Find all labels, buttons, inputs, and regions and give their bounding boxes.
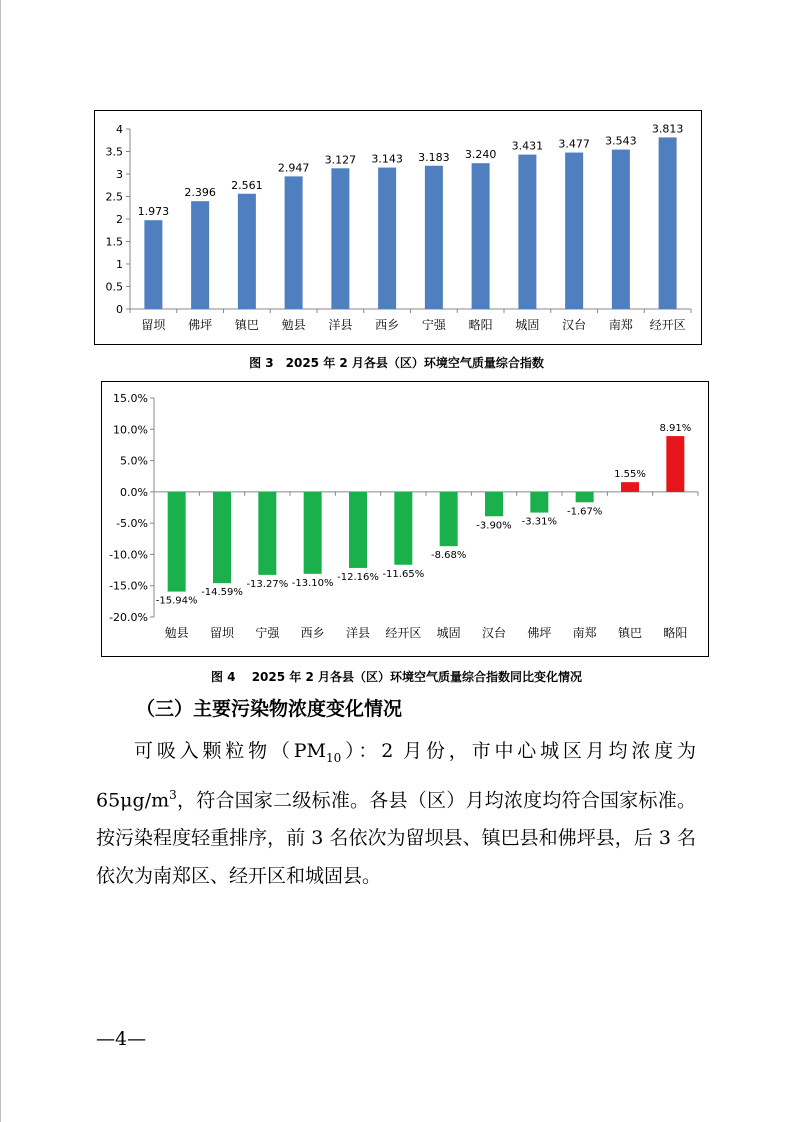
data-label: 3.813 [651,122,684,136]
bar [621,482,639,492]
y-tick-label: 5.0% [120,454,148,468]
bar [440,492,458,546]
bar [238,194,256,309]
page-edge [0,0,1,1122]
section-heading: （三）主要污染物浓度变化情况 [136,698,403,720]
category-label: 经开区 [649,318,686,332]
category-label: 汉台 [481,626,507,640]
y-tick-label: 0.0% [120,485,148,499]
data-label: 3.183 [418,150,450,164]
data-label: 8.91% [659,423,692,435]
figure-4-caption: 图 4 2025 年 2 月各县（区）环境空气质量综合指数同比变化情况 [211,670,582,684]
data-label: -13.10% [291,577,334,589]
bar [530,492,548,513]
category-label: 留坝 [141,318,166,332]
bar [425,166,443,309]
figure-3-caption: 图 3 2025 年 2 月各县（区）环境空气质量综合指数 [249,356,544,370]
yoy-change-chart [101,381,709,657]
paragraph-text-3: ，符合国家二级标准。各县（区）月均浓度均符合国家标准。按污染程度轻重排序，前 3 名依次为留坝县、镇巴县和佛坪县，后 3 名依次为南郑区、经开区和城固县。 [96,789,696,887]
data-label: -14.59% [201,587,243,599]
paragraph-text-2: ）：2 月份，市中心城区月均浓度为 65μg/m [96,740,696,812]
y-tick-label: -10.0% [109,548,148,562]
bar [378,168,396,309]
bar [485,492,503,516]
unit-superscript: 3 [169,788,177,803]
data-label: 3.477 [558,137,590,151]
bar [576,492,594,502]
bar [612,150,630,309]
y-tick-label: 0 [116,303,123,316]
category-label: 西乡 [375,318,400,332]
bar [144,220,162,309]
data-label: 3.543 [605,134,637,148]
category-label: 经开区 [385,626,422,640]
category-label: 宁强 [421,318,446,332]
bar [565,153,583,309]
data-label: 3.127 [324,153,357,167]
data-label: -13.27% [246,578,289,590]
data-label: -11.65% [382,568,425,580]
data-label: 3.240 [464,148,497,162]
y-tick-label: 3 [116,168,123,181]
y-tick-label: 3.5 [105,145,123,159]
paragraph-text-1: 可吸入颗粒物（PM [134,740,326,762]
body-paragraph [96,733,696,895]
category-label: 宁强 [255,626,280,640]
category-label: 洋县 [328,318,353,332]
page-number: —4— [96,1028,147,1050]
yoy-change-chart-svg [102,382,708,656]
y-tick-label: 10.0% [113,423,148,437]
composite-index-chart-svg [95,111,701,344]
data-label: -8.68% [430,550,467,562]
y-tick-label: -20.0% [109,611,148,624]
category-label: 汉台 [562,318,587,332]
bar [472,163,490,309]
data-label: -1.67% [566,506,603,518]
data-label: -3.90% [476,520,512,532]
bar [518,155,536,309]
bar [394,492,412,565]
bar [258,492,276,575]
category-label: 勉县 [281,318,306,332]
category-label: 洋县 [345,626,371,640]
data-label: 3.143 [371,152,403,166]
category-label: 留坝 [209,626,235,640]
data-label: 1.55% [614,469,646,481]
category-label: 佛坪 [527,626,552,640]
bar [349,492,367,568]
data-label: -3.31% [521,516,558,528]
category-label: 南郑 [608,318,633,332]
category-label: 城固 [436,626,461,640]
bar [213,492,231,583]
data-label: 3.431 [511,139,544,153]
category-label: 佛坪 [188,318,213,332]
bar [304,492,322,574]
category-label: 西乡 [300,626,325,640]
pm-subscript: 10 [325,750,342,765]
bar [285,176,303,309]
category-label: 南郑 [572,626,597,640]
data-label: 1.973 [137,205,170,219]
y-tick-label: 2.5 [105,190,123,204]
y-tick-label: 0.5 [105,280,123,294]
bar [191,201,209,309]
category-label: 略阳 [663,626,688,640]
data-label: 2.947 [277,161,310,175]
y-tick-label: -5.0% [116,517,148,531]
category-label: 镇巴 [234,318,259,332]
data-label: 2.396 [184,186,216,200]
category-label: 镇巴 [617,626,643,640]
data-label: 2.561 [231,178,263,192]
category-label: 略阳 [468,318,493,332]
y-tick-label: 1.5 [105,235,123,249]
data-label: -12.16% [337,571,379,583]
y-tick-label: 1 [116,258,123,271]
y-tick-label: 15.0% [113,392,148,405]
category-label: 城固 [515,318,540,332]
bar [659,137,677,309]
composite-index-chart [94,110,702,345]
y-tick-label: 2 [116,213,123,226]
category-label: 勉县 [164,626,189,640]
bar [666,436,684,492]
y-tick-label: -15.0% [109,579,148,593]
y-tick-label: 4 [116,123,123,136]
bar [331,168,349,309]
data-label: -15.94% [155,595,198,607]
bar [168,492,186,592]
